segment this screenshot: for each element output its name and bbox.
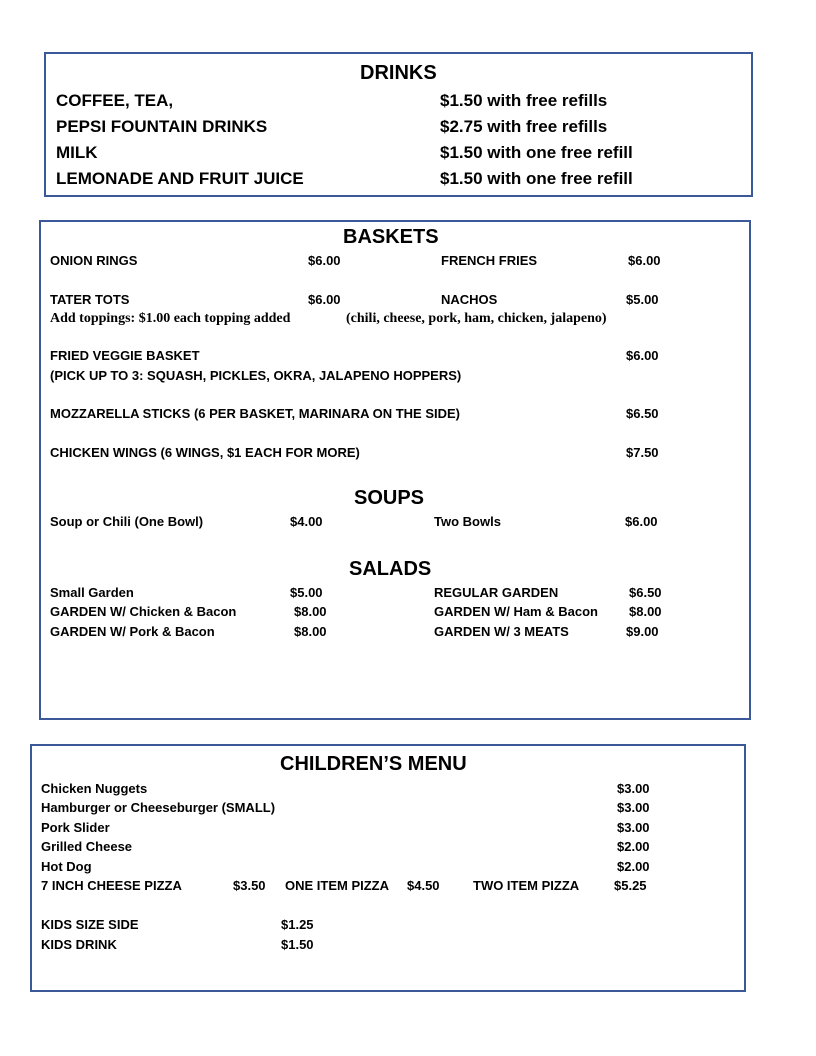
kids-item-price: $3.00 [617,800,650,815]
salad-name: GARDEN W/ Ham & Bacon [434,604,598,619]
soup-name-one-bowl: Soup or Chili (One Bowl) [50,514,204,529]
toppings-note: Add toppings: $1.00 each topping added [50,311,291,326]
kids-pizza-two-item-price: $5.25 [614,878,647,893]
kids-item-price: $2.00 [617,839,650,854]
basket-price-mozzarella: $6.50 [626,406,659,421]
drink-price: $1.50 with one free refill [440,169,633,188]
basket-name-mozzarella: MOZZARELLA STICKS (6 PER BASKET, MARINARA ON THE SIDE) [50,406,460,421]
salad-price: $5.00 [290,585,323,600]
kids-pizza-one-item-name: ONE ITEM PIZZA [285,878,389,893]
drink-name: COFFEE, TEA, [56,91,174,110]
kids-drink-price: $1.50 [281,937,314,952]
salad-name: GARDEN W/ Chicken & Bacon [50,604,237,619]
salad-name: Small Garden [50,585,134,600]
salad-name: GARDEN W/ Pork & Bacon [50,624,215,639]
salad-price: $8.00 [294,624,327,639]
soup-name-two-bowls: Two Bowls [434,514,501,529]
salad-price: $9.00 [626,624,659,639]
salad-price: $8.00 [629,604,662,619]
basket-name-french-fries: FRENCH FRIES [441,253,538,268]
drink-name: PEPSI FOUNTAIN DRINKS [56,117,268,136]
basket-price-french-fries: $6.00 [628,253,661,268]
basket-price-nachos: $5.00 [626,292,659,307]
basket-name-tater-tots: TATER TOTS [50,292,130,307]
drink-name: MILK [56,143,98,162]
salads-title: SALADS [349,558,432,580]
soups-title: SOUPS [354,487,425,509]
toppings-list: (chili, cheese, pork, ham, chicken, jalapeno) [346,311,607,326]
drink-price: $2.75 with free refills [440,117,608,136]
childrens-menu-title: CHILDREN’S MENU [280,753,467,775]
basket-price-onion-rings: $6.00 [308,253,341,268]
kids-item-name: Grilled Cheese [41,839,133,854]
basket-price-wings: $7.50 [626,445,659,460]
soup-price-one-bowl: $4.00 [290,514,323,529]
drink-name: LEMONADE AND FRUIT JUICE [56,169,304,188]
basket-price-tater-tots: $6.00 [308,292,341,307]
kids-item-name: Chicken Nuggets [41,781,148,796]
kids-side-name: KIDS SIZE SIDE [41,917,139,932]
kids-item-price: $3.00 [617,781,650,796]
kids-pizza-one-item-price: $4.50 [407,878,440,893]
salad-price: $6.50 [629,585,662,600]
basket-price-veggie: $6.00 [626,348,659,363]
kids-item-price: $2.00 [617,859,650,874]
basket-name-nachos: NACHOS [441,292,498,307]
drink-price: $1.50 with free refills [440,91,608,110]
kids-pizza-cheese-price: $3.50 [233,878,266,893]
salad-name: REGULAR GARDEN [434,585,559,600]
kids-item-name: Hot Dog [41,859,92,874]
drink-price: $1.50 with one free refill [440,143,633,162]
kids-pizza-cheese-name: 7 INCH CHEESE PIZZA [41,878,182,893]
salad-price: $8.00 [294,604,327,619]
kids-item-price: $3.00 [617,820,650,835]
kids-drink-name: KIDS DRINK [41,937,117,952]
kids-item-name: Hamburger or Cheeseburger (SMALL) [41,800,276,815]
kids-pizza-two-item-name: TWO ITEM PIZZA [473,878,580,893]
salad-name: GARDEN W/ 3 MEATS [434,624,569,639]
soup-price-two-bowls: $6.00 [625,514,658,529]
basket-name-wings: CHICKEN WINGS (6 WINGS, $1 EACH FOR MORE) [50,445,360,460]
basket-name-veggie: FRIED VEGGIE BASKET [50,348,200,363]
drinks-title: DRINKS [360,62,437,84]
basket-name-onion-rings: ONION RINGS [50,253,138,268]
basket-note-veggie: (PICK UP TO 3: SQUASH, PICKLES, OKRA, JALAPENO HOPPERS) [50,368,462,383]
kids-side-price: $1.25 [281,917,314,932]
baskets-title: BASKETS [343,226,439,248]
kids-item-name: Pork Slider [41,820,110,835]
